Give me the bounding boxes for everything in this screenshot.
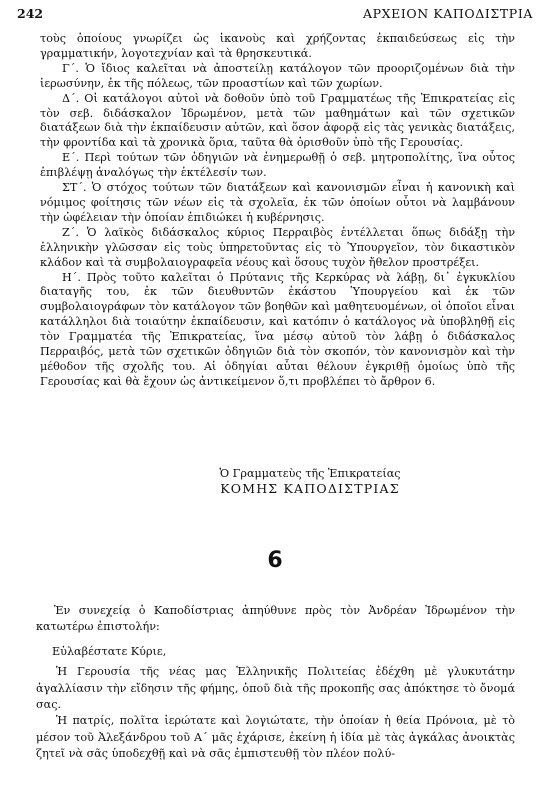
running-title: ΑΡΧΕΙΟΝ ΚΑΠΟΔΙΣΤΡΙΑ [363,6,533,21]
paragraph-stigma: ΣΤ΄. Ὁ στόχος τούτων τῶν διατάξεων καὶ κανονισμῶν εἶναι ἡ κανονικὴ καὶ νόμιμος φοίτησις τῶν νέων εἰς τὰ σχολεῖα, ἐκ τῶν ὁποίων οὗτοι νὰ λαμβάνουν τὴν ὠφέλειαν τὴν ὁποίαν ἐπιδιώκει ἡ κυβέρνησις. [40,181,515,224]
decree-text [40,32,515,390]
letter-section [36,603,515,763]
paragraph-gamma: Γ΄. Ὁ ἴδιος καλεῖται νὰ ἀποστείλῃ κατάλογον τῶν προοριζομένων διὰ τὴν ἱερωσύνην, ἐκ τῆς πόλεως, τῶν προαστίων καὶ τῶν χωρίων. [40,61,515,90]
letter-paragraph: Ἡ Γερουσία τῆς νέας μας Ἑλληνικῆς Πολιτείας ἐδέχθη μὲ γλυκυτάτην ἀγαλλίασιν τὴν εἴδησιν τῆς φήμης, ὁποῦ διὰ τῆς προκοπῆς σας ἀπόκτησε τὸ ὄνομά σας. [36,665,515,712]
signature-block [0,466,550,496]
paragraph-delta: Δ΄. Οἱ κατάλογοι αὐτοὶ νὰ δοθοῦν ὑπὸ τοῦ Γραμματέως τῆς Ἐπικρατείας εἰς τὸν σεβ. διδάσκαλον Ἰδρωμένον, μετὰ τῶν μαθημάτων καὶ τῶν σχετικῶν διατάξεων διὰ τὴν ἐκπαίδευσιν αὐτῶν, καὶ ὅσον ἀφορᾷ εἰς τὰς γενικὰς διατάξεις, τὴν φροντίδα καὶ τὰ χρονικὰ ὅρια, ταῦτα θὰ ὁρισθοῦν ὑπὸ τῆς Γερουσίας. [40,91,515,150]
paragraph-zeta: Ζ΄. Ὁ λαϊκὸς διδάσκαλος κύριος Περραιβὸς ἐντέλλεται ὅπως διδάξῃ τὴν ἑλληνικὴν γλῶσσαν εἰς τοὺς ὑπηρετοῦντας εἰς τὸ Ὑπουργεῖον, τὸν δικαστικὸν κλάδον καὶ τὰ συμβολαιογραφεῖα νέους καὶ ὅσους τυχὸν ἤθελον προστρέξει. [40,225,515,269]
signature-name: ΚΟΜΗΣ ΚΑΠΟΔΙΣΤΡΙΑΣ [220,481,400,496]
section-number: 6 [267,548,283,573]
paragraph-eta: Η΄. Πρὸς τοῦτο καλεῖται ὁ Πρύτανις τῆς Κερκύρας νὰ λάβῃ, δι᾿ ἐγκυκλίου διαταγῆς του, ἐκ τῶν διευθυντῶν ἑκάστου Ὑπουργείου καὶ ἐκ τῶν συμβολαιογράφων τὸν κατάλογον τῶν βοηθῶν καὶ μαθητευομένων, οἱ ὁποῖοι εἶναι κατάλληλοι διὰ τοιαύτην ἐκπαίδευσιν, καὶ κατόπιν ὁ κατάλογος νὰ ὑποβληθῇ εἰς τὸν Γραμματέα τῆς Ἐπικρατείας, ἵνα μέσῳ αὐτοῦ τὸν λάβῃ ὁ διδάσκαλος Περραιβός, μετὰ τῶν σχετικῶν ὁδηγιῶν διὰ τὸν σκοπόν, τὸν κανονισμὸν καὶ τὴν μέθοδον τῆς σχολῆς του. Αἱ ὁδηγίαι αὗται θέλουν ἐγκριθῇ ὁμοίως ὑπὸ τῆς Γερουσίας καὶ θὰ ἔχουν ὡς ἀντικείμενον ὅ,τι προβλέπει τὸ ἄρθρον 6. [40,270,515,388]
signature-role: Ὁ Γραμματεὺς τῆς Ἐπικρατείας [219,467,401,480]
page-header [17,6,533,24]
letter-greeting: Εὐλαβέστατε Κύριε, [52,644,167,658]
letter-intro: Ἐν συνεχείᾳ ὁ Καποδίστριας ἀπηύθυνε πρὸς τὸν Ἀνδρέαν Ἰδρωμένον τὴν κατωτέρω ἐπιστολήν: [36,604,515,634]
paragraph-epsilon: Ε΄. Περὶ τούτων τῶν ὁδηγιῶν νὰ ἐνημερωθῇ ὁ σεβ. μητροπολίτης, ἵνα οὗτος ἐπιβλέψῃ ἀναλόγως τὴν ἐκτέλεσίν των. [40,151,515,180]
paragraph-continuation: τοὺς ὁποίους γνωρίζει ὡς ἱκανοὺς καὶ χρήζοντας ἐκπαιδεύσεως εἰς τὴν γραμματικήν, λογοτεχνίαν καὶ τὰ θρησκευτικά. [40,32,515,60]
page-number: 242 [17,6,44,21]
letter-paragraph: Ἡ πατρίς, πολῖτα ἱερώτατε καὶ λογιώτατε, τὴν ὁποίαν ἡ θεία Πρόνοια, μὲ τὸ μέσον τοῦ Ἀλεξάνδρου τοῦ Α΄ μᾶς ἐχάρισε, ἐκείνη ἡ ἰδία μὲ τὰς ἀγκάλας ἀνοικτὰς ζητεῖ νὰ σᾶς ὑποδεχθῇ καὶ νὰ σᾶς ἐμπιστευθῇ τὸν πλέον πολύ- [36,714,515,761]
